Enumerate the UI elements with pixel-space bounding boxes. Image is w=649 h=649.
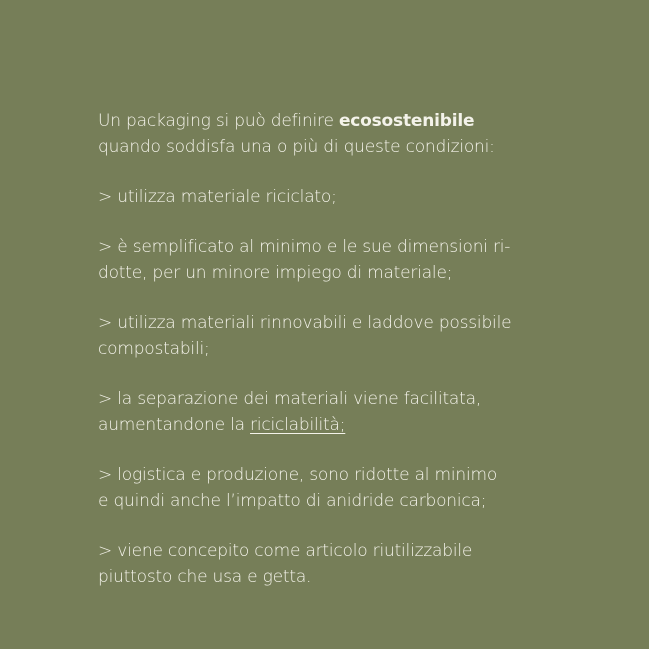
intro-paragraph — [98, 108, 618, 160]
list-item-line1: > logistica e produzione, sono ridotte al minimo — [98, 465, 498, 485]
list-item-line2: compostabili; — [98, 339, 210, 359]
list-item-text: > utilizza materiale riciclato; — [98, 187, 337, 207]
intro-before: Un packaging si può definire — [98, 111, 339, 131]
list-item-6 — [98, 538, 618, 590]
text-card — [98, 108, 618, 614]
list-item-line1: > è semplificato al minimo e le sue dimensioni ri- — [98, 237, 511, 257]
list-item-1 — [98, 184, 618, 210]
riciclabilita-link[interactable]: riciclabilità; — [250, 415, 346, 435]
list-item-line1: > viene concepito come articolo riutilizzabile — [98, 541, 473, 561]
list-item-line2: e quindi anche l’impatto di anidride carbonica; — [98, 491, 487, 511]
intro-highlight: ecosostenibile — [338, 111, 475, 131]
list-item-line2: aumentandone la — [98, 415, 251, 435]
list-item-line1: > la separazione dei materiali viene facilitata, — [98, 389, 482, 409]
list-item-line2: piuttosto che usa e getta. — [98, 567, 312, 587]
list-item-2 — [98, 234, 618, 286]
list-item-5 — [98, 462, 618, 514]
list-item-line1: > utilizza materiali rinnovabili e laddove possibile — [98, 313, 512, 333]
list-item-4 — [98, 386, 618, 438]
list-item-line2: dotte, per un minore impiego di materiale; — [98, 263, 453, 283]
list-item-3 — [98, 310, 618, 362]
intro-after: quando soddisfa una o più di queste condizioni: — [98, 137, 495, 157]
